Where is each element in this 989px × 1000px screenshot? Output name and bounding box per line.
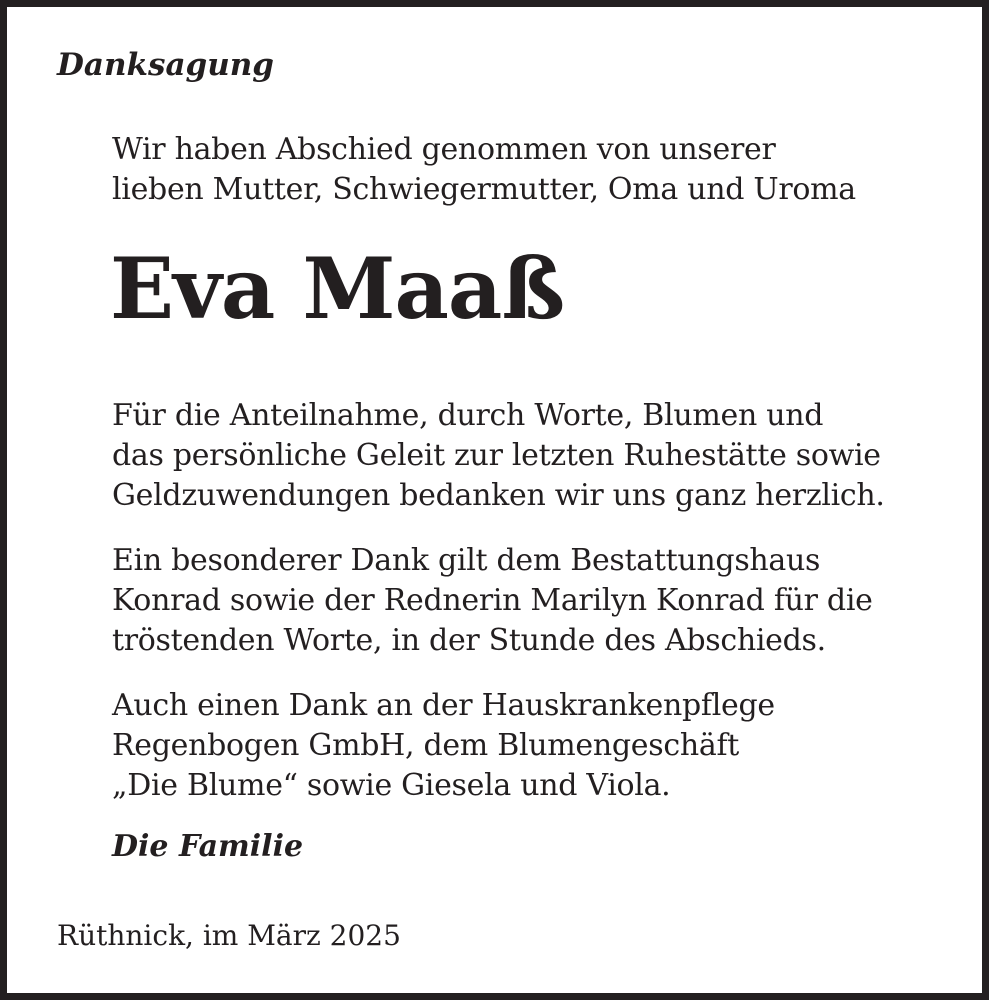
paragraph-line: das persönliche Geleit zur letzten Ruhestätte sowie (112, 438, 881, 473)
paragraph-line: Konrad sowie der Rednerin Marilyn Konrad für die (112, 583, 873, 618)
paragraph-line: Geldzuwendungen bedanken wir uns ganz herzlich. (112, 478, 885, 513)
intro-text (112, 130, 856, 210)
paragraph-thanks (112, 396, 885, 516)
deceased-name: Eva Maaß (110, 239, 565, 338)
paragraph-line: tröstenden Worte, in der Stunde des Abschieds. (112, 623, 826, 658)
paragraph-funeral-home (112, 541, 873, 661)
paragraph-line: „Die Blume“ sowie Giesela und Viola. (112, 768, 671, 803)
paragraph-line: Regenbogen GmbH, dem Blumengeschäft (112, 728, 740, 763)
intro-line: lieben Mutter, Schwiegermutter, Oma und Uroma (112, 172, 856, 207)
paragraph-line: Ein besonderer Dank gilt dem Bestattungshaus (112, 543, 821, 578)
intro-line: Wir haben Abschied genommen von unserer (112, 132, 776, 167)
heading: Danksagung (57, 47, 274, 83)
place-date: Rüthnick, im März 2025 (57, 919, 401, 952)
signature: Die Familie (112, 829, 304, 864)
paragraph-line: Für die Anteilnahme, durch Worte, Blumen und (112, 398, 824, 433)
paragraph-care (112, 686, 775, 806)
paragraph-line: Auch einen Dank an der Hauskrankenpflege (112, 688, 775, 723)
